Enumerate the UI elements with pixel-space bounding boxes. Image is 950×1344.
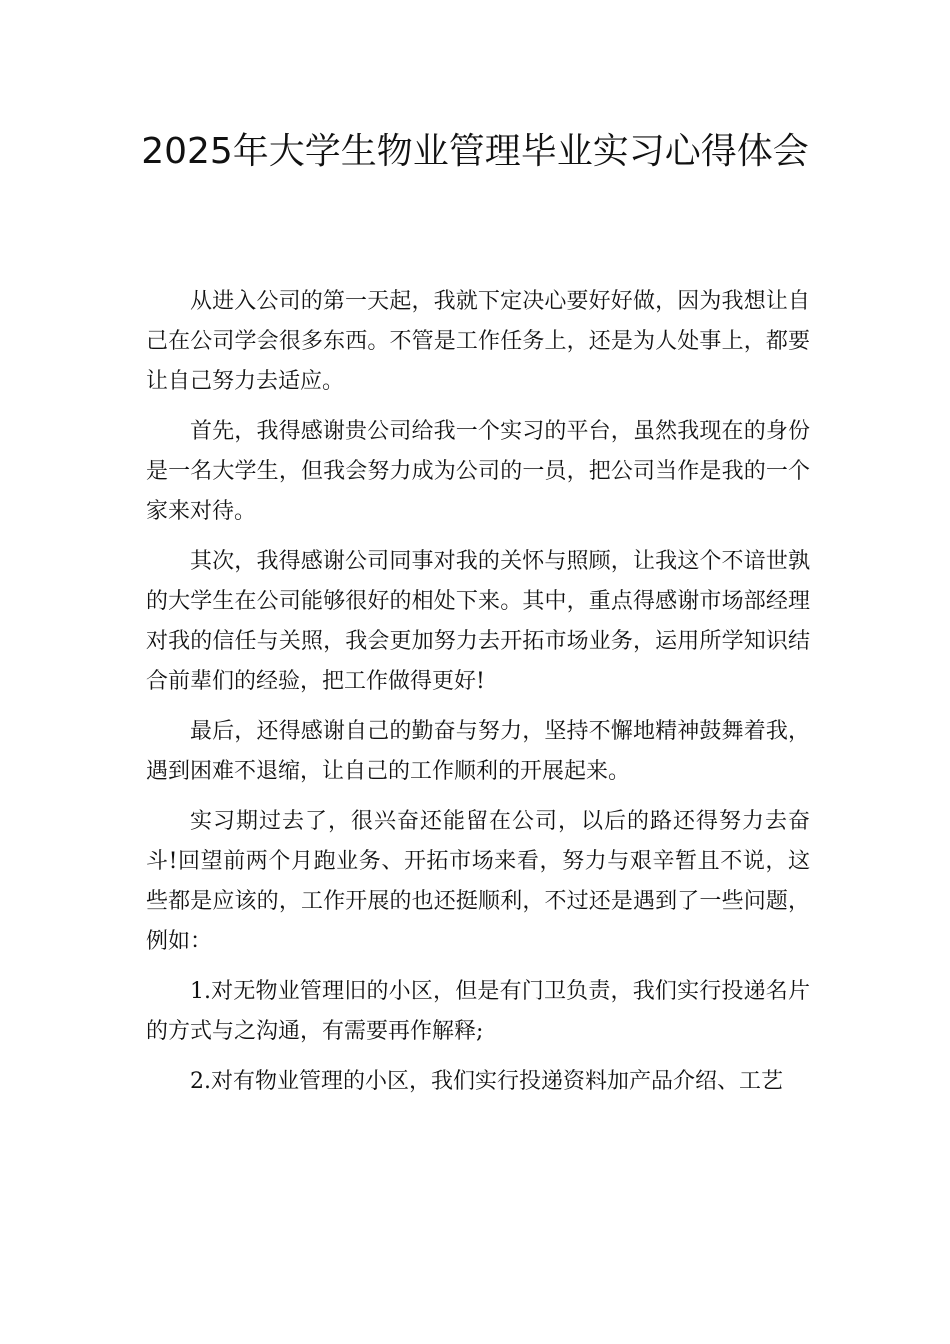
- paragraph: 2.对有物业管理的小区，我们实行投递资料加产品介绍、工艺: [190, 1069, 783, 1094]
- paragraph: 实习期过去了，很兴奋还能留在公司，以后的路还得努力去奋斗!回望前两个月跑业务、开拓市场来看，努力与艰辛暂且不说，这些都是应该的，工作开展的也还挺顺利，不过还是遇到了一些问题，例如：: [146, 809, 810, 954]
- paragraph: 首先，我得感谢贵公司给我一个实习的平台，虽然我现在的身份是一名大学生，但我会努力成为公司的一员，把公司当作是我的一个家来对待。: [146, 419, 810, 524]
- paragraph: 最后，还得感谢自己的勤奋与努力，坚持不懈地精神鼓舞着我，遇到困难不退缩，让自己的工作顺利的开展起来。: [146, 719, 810, 784]
- document-body: [146, 282, 810, 1112]
- paragraph: 从进入公司的第一天起，我就下定决心要好好做，因为我想让自己在公司学会很多东西。不管是工作任务上，还是为人处事上，都要让自己努力去适应。: [146, 289, 810, 394]
- document-title: 2025年大学生物业管理毕业实习心得体会: [141, 131, 809, 172]
- paragraph: 其次，我得感谢公司同事对我的关怀与照顾，让我这个不谙世孰的大学生在公司能够很好的相处下来。其中，重点得感谢市场部经理对我的信任与关照，我会更加努力去开拓市场业务，运用所学知识结合前辈们的经验，把工作做得更好!: [146, 549, 810, 694]
- paragraph: 1.对无物业管理旧的小区，但是有门卫负责，我们实行投递名片的方式与之沟通，有需要再作解释;: [146, 979, 810, 1044]
